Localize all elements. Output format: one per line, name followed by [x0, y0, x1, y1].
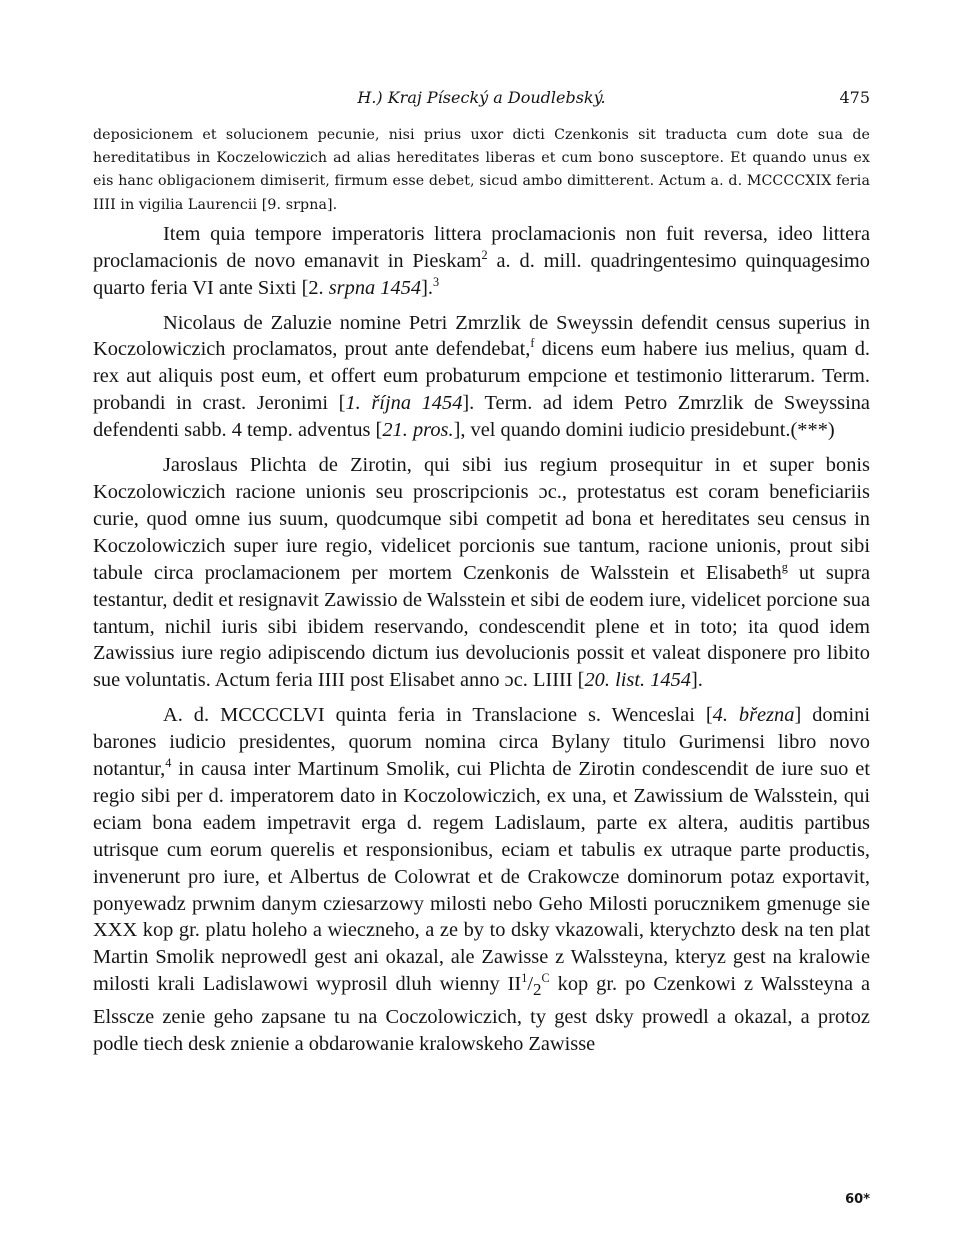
main-text [93, 221, 870, 1058]
page-header [93, 88, 870, 124]
paragraph-ad-mccclvi: A. d. MCCCCLVI quinta feria in Translacione s. Wenceslai [4. března] domini barones iudicio presidentes, quorum nomina circa Bylany titulo Gurimensi libro novo notantur,$^4$ in causa inter Martinum Smolik, cui Plichta de Zirotin condescendit de iure suo et regio sibi per d. imperatorem dato in Koczolowiczich, ex una, et Zawissium de Walsstein, qui eciam bona eadem impetravit erga d. regem Ladislaum, parte ex altera, auditis partibus utrisque cum eorum querelis et responsionibus, eciam et tabulis ex utraque parte productis, invenerunt pro iure, et Albertus de Colowrat et de Crakowcze dominorum potaz exportavit, ponyewadz prwnim danym cziesarzowy milosti nebo Geho Milosti porucznikem gmenuge sie XXX kop gr. platu holeho a wieczneho, a ze by to dsky vkazowali, kterychzto desk na ten plat Martin Smolik neprowedl gest ani okazal, ale Zawisse z Walssteyna, kteryz gest na kralowie milosti krali Ladislawowi wyprosil dluh wienny $II^1/_2^C$ kop gr. po Czenkowi z Walssteyna a Elsscze zenie geho zapsane tu na Coczolowiczich, ty gest dsky prowedl a okazal, a protoz podle tiech desk znienie a obdarowanie kralowskeho Zawisse [93, 704, 870, 1056]
footnote-ref: 3 [432, 274, 440, 289]
page-number: 475 [839, 88, 870, 107]
footnote-ref: 4 [165, 756, 172, 771]
note-ref: f [530, 336, 535, 351]
paragraph-item-quia: Item quia tempore imperatoris littera proclamacionis non fuit reversa, ideo littera proclamacionis de novo emanavit in Pieskam$^2$ a. d. mill. quadringentesimo quinquagesimo quarto feria VI ante Sixti [2. srpna 1454].$^3$ [93, 222, 870, 299]
paragraph-jaroslaus: Jaroslaus Plichta de Zirotin, qui sibi ius regium prosequitur in et super bonis Koczolowiczich racione unionis seu proscripcionis ɔc., protestatus est coram beneficiariis curie, quod omne ius suum, quodcumque sibi competit ad bona et hereditates seu census in Koczolowiczich super iure regio, videlicet porcionis sue tantum, racione unionis, prout sibi tabule circa proclamacionem per mortem Czenkonis de Walsstein et Elisabeth$^g$ ut supra testantur, dedit et resignavit Zawissio de Walsstein et sibi de eodem iure, videlicet porcione sua tantum, nichil iuris sibi ibidem reservando, condescendit plene et in toto; ita quod idem Zawissius iure regio adipiscendo dictum ius devolucionis possit et valeat disponere pro libito sue voluntatis. Actum feria IIII post Elisabet anno ɔc. LIIII [20. list. 1454]. [93, 454, 870, 692]
paragraph-nicolaus: Nicolaus de Zaluzie nomine Petri Zmrzlik de Sweyssin defendit census superius in Koczolowiczich proclamatos, prout ante defendebat,$^f$ dicens eum habere ius melius, quam d. rex aut aliquis post eum, et offert eum probaturum empcione et testimonio litterarum. Term. probandi in crast. Jeronimi [1. října 1454]. Term. ad idem Petro Zmrzlik de Sweyssina defendenti sabb. 4 temp. adventus [21. pros.], vel quando domini iudicio presidebunt.(***) [93, 311, 870, 442]
continuation-paragraph: deposicionem et solucionem pecunie, nisi prius uxor dicti Czenkonis sit traducta cum dote sua de hereditatibus in Koczelowiczich ad alias hereditates liberas et cum bono susceptore. Et quando unus ex eis hanc obligacionem dimiserit, firmum esse debet, sicud ambo dimitterent. Actum a. d. MCCCCXIX feria IIII in vigilia Laurencii [9. srpna]. [93, 127, 870, 213]
continuation-text [93, 124, 870, 217]
running-title: H.) Kraj Písecký a Doudlebský. [357, 88, 606, 107]
footnote-ref: 2 [481, 247, 488, 262]
signature-mark: 60* [845, 1192, 870, 1207]
note-ref: g [781, 559, 788, 574]
